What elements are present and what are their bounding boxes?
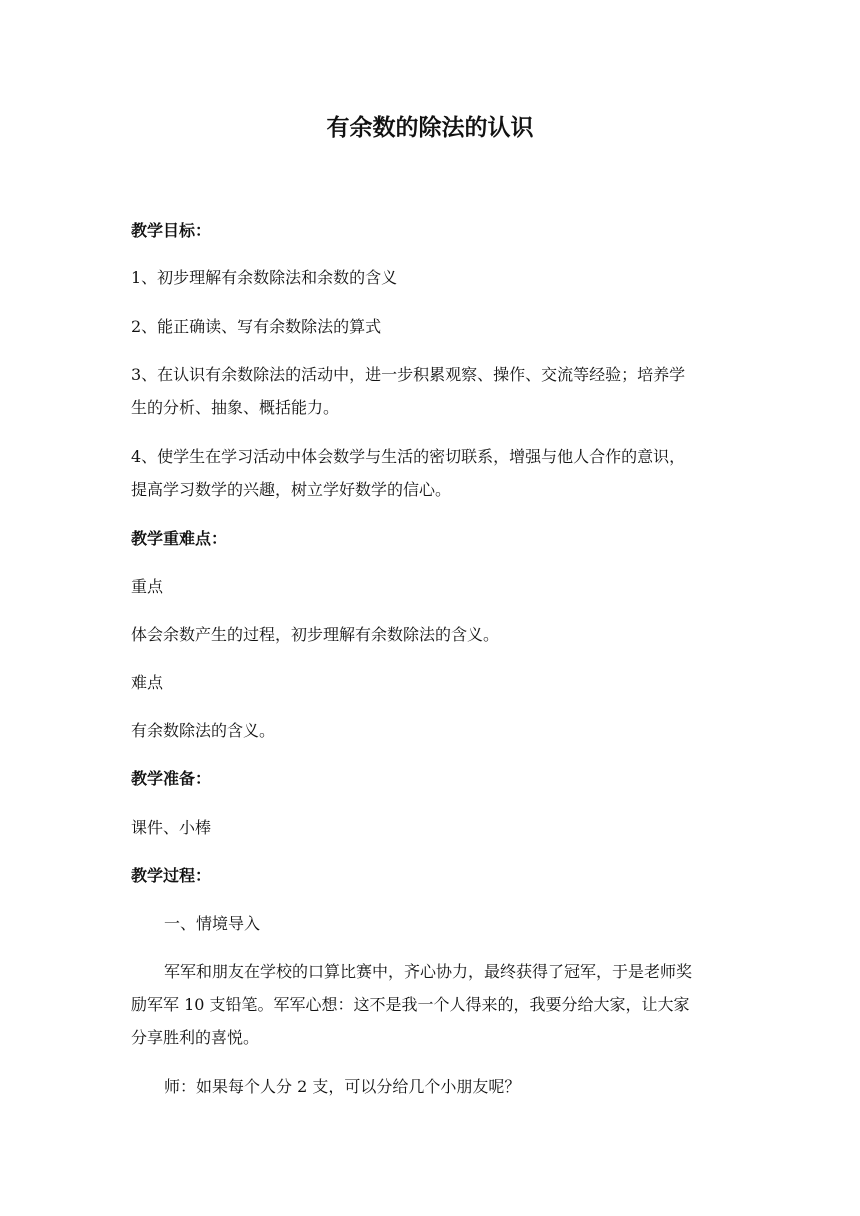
prep-heading: 教学准备： <box>131 769 212 788</box>
document-title: 有余数的除法的认识 <box>326 115 534 141</box>
objectives-heading: 教学目标： <box>131 221 212 240</box>
story-line-2: 励军军 10 支铅笔。军军心想：这不是我一个人得来的，我要分给大家，让大家 <box>131 995 690 1014</box>
objective-3-line-2: 生的分析、抽象、概括能力。 <box>131 398 340 417</box>
prep-text: 课件、小棒 <box>131 818 212 837</box>
keypoints-heading: 教学重难点： <box>131 529 228 548</box>
objective-3-line-1: 3、在认识有余数除法的活动中，进一步积累观察、操作、交流等经验；培养学 <box>131 365 686 384</box>
section-1-heading: 一、情境导入 <box>164 914 261 933</box>
story-line-1: 军军和朋友在学校的口算比赛中，齐心协力，最终获得了冠军，于是老师奖 <box>164 962 693 981</box>
story-line-3: 分享胜利的喜悦。 <box>131 1028 260 1047</box>
objective-4-line-2: 提高学习数学的兴趣，树立学好数学的信心。 <box>131 480 452 499</box>
objective-4-line-1: 4、使学生在学习活动中体会数学与生活的密切联系，增强与他人合作的意识， <box>131 447 686 466</box>
process-heading: 教学过程： <box>131 866 212 885</box>
key-label: 重点 <box>131 577 164 596</box>
key-text: 体会余数产生的过程，初步理解有余数除法的含义。 <box>131 625 500 644</box>
objective-1: 1、初步理解有余数除法和余数的含义 <box>131 268 398 287</box>
objective-2: 2、能正确读、写有余数除法的算式 <box>131 317 382 336</box>
teacher-question: 师：如果每个人分 2 支，可以分给几个小朋友呢？ <box>164 1077 521 1096</box>
difficulty-label: 难点 <box>131 673 164 692</box>
difficulty-text: 有余数除法的含义。 <box>131 721 276 740</box>
